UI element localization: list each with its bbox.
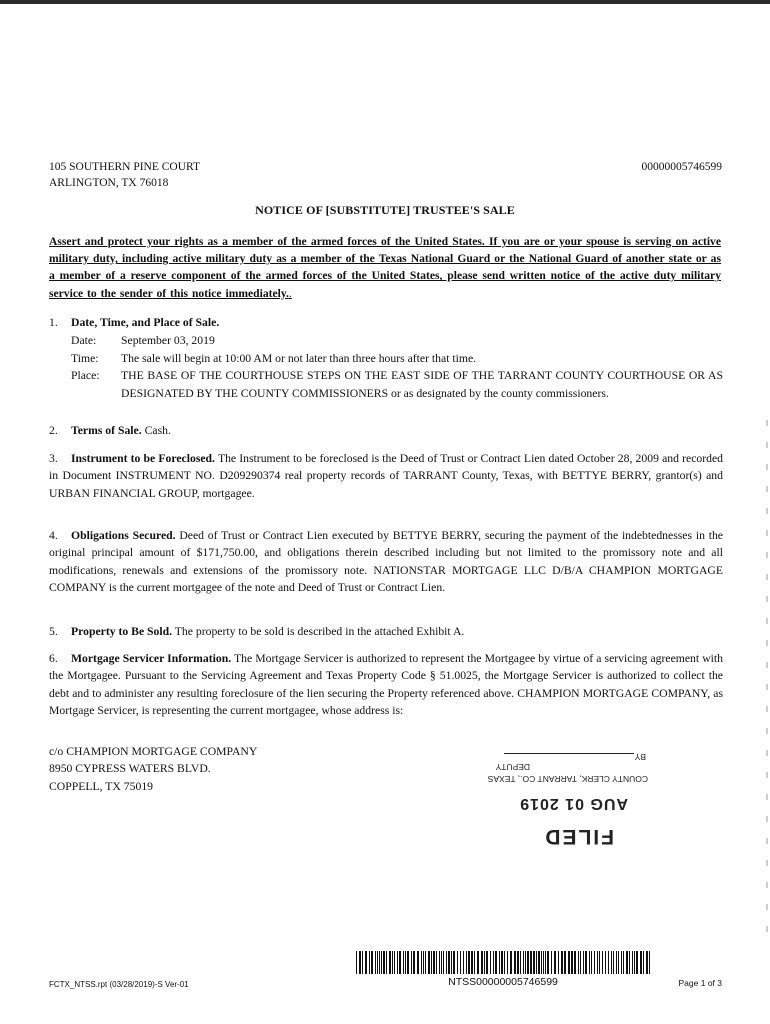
date-value: September 03, 2019 <box>121 334 215 348</box>
barcode-bar <box>457 951 458 974</box>
barcode-bar <box>611 951 612 974</box>
page-title: NOTICE OF [SUBSTITUTE] TRUSTEE'S SALE <box>255 203 515 217</box>
barcode-bar <box>594 951 595 974</box>
barcode-bar <box>545 951 546 974</box>
barcode-bar <box>490 951 491 974</box>
military-notice <box>49 233 721 302</box>
barcode-bar <box>399 951 401 974</box>
section-3-number: 3. <box>49 452 58 465</box>
barcode-bar <box>356 951 357 974</box>
barcode-bar <box>477 951 479 974</box>
barcode-bar <box>451 951 452 974</box>
barcode-bar <box>554 951 556 974</box>
date-label: Date: <box>71 334 97 348</box>
barcode-bar <box>605 951 606 974</box>
time-value: The sale will begin at 10:00 AM or not later than three hours after that time. <box>121 351 477 365</box>
barcode-bar <box>486 951 488 974</box>
section-2 <box>49 422 723 439</box>
barcode-bar <box>517 951 519 974</box>
barcode-bar <box>369 951 370 974</box>
barcode-bar <box>407 951 409 974</box>
barcode-bar <box>597 951 598 974</box>
barcode-bar <box>386 951 387 974</box>
stamp-date: AUG 01 2019 <box>519 795 628 812</box>
section-4 <box>49 527 723 597</box>
barcode-bar <box>510 951 512 974</box>
barcode-bar <box>571 951 573 974</box>
barcode-bar <box>431 951 432 974</box>
barcode-bar <box>523 951 524 974</box>
barcode-bar <box>423 951 424 974</box>
barcode-bar <box>613 951 614 974</box>
page-top-edge <box>0 0 770 4</box>
barcode-bar <box>629 951 630 974</box>
barcode-bar <box>533 951 535 974</box>
scan-edge-marks <box>766 420 768 940</box>
barcode-bar <box>583 951 584 974</box>
barcode-text: NTSS00000005746599 <box>448 976 558 988</box>
barcode-bar <box>375 951 376 974</box>
barcode-bar <box>514 951 516 974</box>
barcode-bar <box>377 951 378 974</box>
stamp-by: BY <box>634 752 646 762</box>
barcode-bar <box>495 951 497 974</box>
property-address-line2: ARLINGTON, TX 76018 <box>49 177 169 189</box>
servicer-address-line3: COPPELL, TX 75019 <box>49 779 154 793</box>
section-2-number: 2. <box>49 424 58 437</box>
barcode-bar <box>499 951 500 974</box>
barcode-bar <box>389 951 391 974</box>
barcode-bar <box>578 951 579 974</box>
barcode-bar <box>428 951 430 974</box>
barcode-bar <box>536 951 537 974</box>
barcode-bar <box>436 951 437 974</box>
barcode-bar <box>446 951 447 974</box>
barcode-bar <box>501 951 503 974</box>
barcode-bar <box>379 951 380 974</box>
barcode-bar <box>460 951 461 974</box>
barcode-bar <box>441 951 442 974</box>
barcode-bar <box>397 951 398 974</box>
barcode-bar <box>394 951 395 974</box>
barcode-bar <box>439 951 440 974</box>
barcode-bar <box>632 951 633 974</box>
barcode-bar <box>561 951 563 974</box>
barcode-bar <box>547 951 549 974</box>
section-2-text: Cash. <box>144 424 171 437</box>
section-1 <box>49 314 723 402</box>
barcode-bar <box>433 951 435 974</box>
section-2-heading: Terms of Sale. <box>71 424 142 437</box>
section-3 <box>49 450 723 502</box>
barcode-bar <box>626 951 628 974</box>
barcode-bar <box>623 951 624 974</box>
section-1-heading: Date, Time, and Place of Sale. <box>71 316 220 329</box>
section-3-heading: Instrument to be Foreclosed. <box>71 452 215 465</box>
servicer-address-line1: c/o CHAMPION MORTGAGE COMPANY <box>49 745 258 758</box>
barcode-bar <box>448 951 450 974</box>
property-address <box>49 159 200 191</box>
section-6-heading: Mortgage Servicer Information. <box>71 652 232 665</box>
section-5-heading: Property to Be Sold. <box>71 625 173 638</box>
stamp-clerk: COUNTY CLERK, TARRANT CO., TEXAS <box>487 774 648 784</box>
form-id: FCTX_NTSS.rpt (03/28/2019)-S Ver-01 <box>49 980 189 989</box>
barcode-bar <box>580 951 581 974</box>
barcode-bar <box>643 951 644 974</box>
barcode-bar <box>362 951 363 974</box>
stamp-signature-line <box>504 753 634 754</box>
barcode-bar <box>417 951 419 974</box>
section-4-heading: Obligations Secured. <box>71 529 176 542</box>
barcode-bar <box>405 951 406 974</box>
barcode-bar <box>543 951 544 974</box>
barcode-bar <box>591 951 592 974</box>
section-5-text: The property to be sold is described in the attached Exhibit A. <box>174 625 465 638</box>
barcode-bar <box>471 951 473 974</box>
barcode-bar <box>507 951 508 974</box>
barcode-bar <box>621 951 622 974</box>
section-5-number: 5. <box>49 625 58 638</box>
barcode-bar <box>383 951 385 974</box>
military-notice-end: . <box>288 286 292 300</box>
barcode-bar <box>564 951 566 974</box>
section-4-number: 4. <box>49 529 58 542</box>
barcode-bar <box>585 951 587 974</box>
filed-stamp <box>478 738 648 848</box>
servicer-address-line2: 8950 CYPRESS WATERS BLVD. <box>49 762 211 776</box>
barcode-bar <box>568 951 570 974</box>
section-6-text: The Mortgage Servicer is authorized to represent the Mortgagee by virtue of a servicing agreement with the Mortgagee. Pursuant to the Servicing Agreement and Texas Property Code § 51.0025, the Mortgage Servicer is authorized to collect the debt and to administer any resulting foreclosure of the lien securing the Property referenced above. CHAMPION MORTGAGE COMPANY, as Mortgage Servicer, is representing the current mortgagee, whose address is: <box>49 652 723 718</box>
time-label: Time: <box>71 351 99 365</box>
barcode-bar <box>365 951 367 974</box>
place-label: Place: <box>71 369 100 383</box>
barcode-bar <box>504 951 505 974</box>
barcode-bar <box>474 951 475 974</box>
barcode-bar <box>493 951 494 974</box>
barcode-bar <box>646 951 648 974</box>
barcode-bar <box>599 951 600 974</box>
barcode-bar <box>538 951 540 974</box>
barcode-bar <box>558 951 559 974</box>
barcode-bar <box>468 951 470 974</box>
stamp-deputy: DEPUTY <box>495 762 530 772</box>
barcode-bar <box>403 951 404 974</box>
barcode-bar <box>411 951 412 974</box>
barcode-bar <box>484 951 485 974</box>
barcode-graphic <box>356 951 650 974</box>
barcode-bar <box>413 951 415 974</box>
barcode-bar <box>616 951 617 974</box>
barcode-bar <box>520 951 521 974</box>
barcode-bar <box>551 951 552 974</box>
barcode-bar <box>589 951 590 974</box>
barcode-bar <box>530 951 532 974</box>
section-6 <box>49 650 723 720</box>
section-4-text: Deed of Trust or Contract Lien executed by BETTYE BERRY, securing the payment of the indebtednesses in the original principal amount of $171,750.00, and obligations therein described including but not limited to the promissory note and all modifications, renewals and extensions of the promissory note. NATIONSTAR MORTGAGE LLC D/B/A CHAMPION MORTGAGE COMPANY is the current mortgagee of the note and Deed of Trust or Contract Lien. <box>49 529 723 595</box>
barcode-bar <box>608 951 609 974</box>
barcode-bar <box>574 951 576 974</box>
property-address-line1: 105 SOUTHERN PINE COURT <box>49 161 201 173</box>
barcode-bar <box>392 951 393 974</box>
barcode-bar <box>443 951 444 974</box>
stamp-filed: FILED <box>543 825 614 848</box>
barcode-bar <box>463 951 464 974</box>
barcode-bar <box>421 951 422 974</box>
barcode-bar <box>636 951 638 974</box>
barcode-bar <box>527 951 529 974</box>
barcode-bar <box>381 951 382 974</box>
barcode-bar <box>602 951 603 974</box>
page-number: Page 1 of 3 <box>678 978 722 988</box>
reference-number: 00000005746599 <box>641 161 722 173</box>
barcode-bar <box>371 951 373 974</box>
servicer-address <box>49 743 257 795</box>
barcode-bar <box>359 951 361 974</box>
section-5 <box>49 623 723 640</box>
section-3-text: The Instrument to be foreclosed is the Deed of Trust or Contract Lien dated October 28, 2009 and recorded in Document INSTRUMENT NO. D209290374 real property records of TARRANT County, Texas, with BETTYE BERRY, grantor(s) and URBAN FINANCIAL GROUP, mortgagee. <box>49 452 723 500</box>
military-notice-text: Assert and protect your rights as a member of the armed forces of the United States. If you are or your spouse is serving on active military duty, including active military duty as a member of the Texas National Guard or the National Guard of another state or as a member of a reserve component of the armed forces of the United States, please send written notice of the active duty military service to the sender of this notice immediately. <box>49 235 721 300</box>
barcode-bar <box>453 951 455 974</box>
barcode-bar <box>481 951 483 974</box>
place-value: THE BASE OF THE COURTHOUSE STEPS ON THE EAST SIDE OF THE TARRANT COUNTY COURTHOUSE OR AS DESIGNATED BY THE COUNTY COMMISSIONERS or as designated by the county commissioners. <box>121 369 723 400</box>
barcode-bar <box>640 951 642 974</box>
barcode-bar <box>425 951 426 974</box>
barcode-bar <box>541 951 542 974</box>
barcode-bar <box>525 951 526 974</box>
section-1-number: 1. <box>49 316 58 329</box>
barcode-bar <box>618 951 619 974</box>
section-6-number: 6. <box>49 652 58 665</box>
barcode-bar <box>466 951 467 974</box>
barcode-bar <box>634 951 635 974</box>
barcode-bar <box>649 951 650 974</box>
